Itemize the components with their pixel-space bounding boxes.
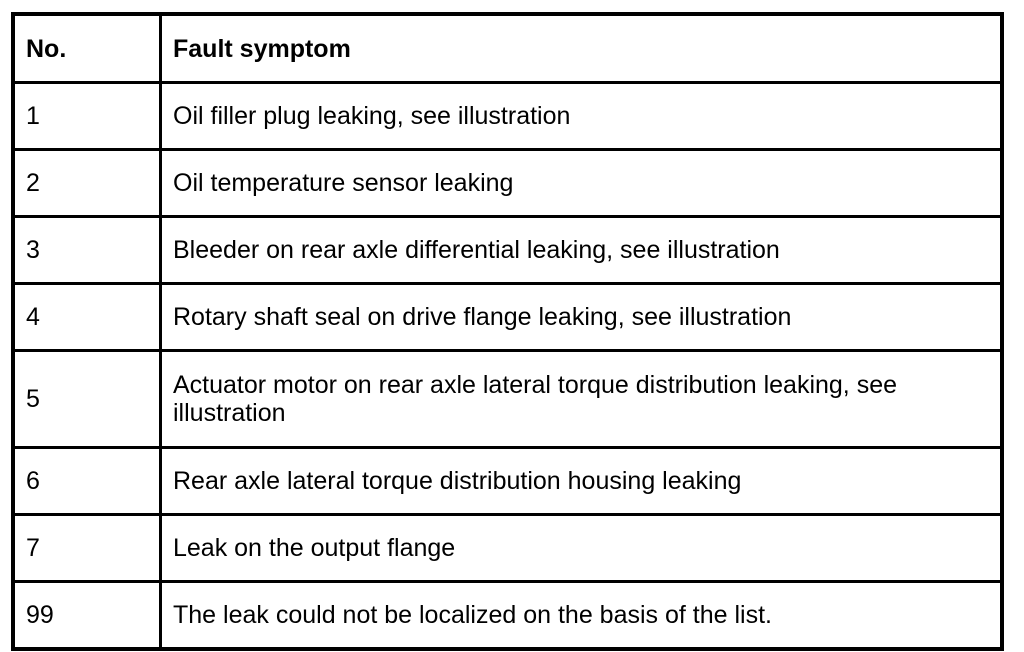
row-fault-symptom: Rotary shaft seal on drive flange leaking, see illustration (161, 284, 1003, 351)
table-row (13, 284, 1002, 351)
row-number: 6 (13, 448, 161, 515)
row-number: 1 (13, 83, 161, 150)
column-header-fault-symptom: Fault symptom (161, 14, 1003, 83)
row-number: 7 (13, 515, 161, 582)
row-fault-symptom: Actuator motor on rear axle lateral torque distribution leaking, see illustration (161, 351, 1003, 448)
table-header-row (13, 14, 1002, 83)
row-number: 4 (13, 284, 161, 351)
table-row (13, 351, 1002, 448)
table-row (13, 582, 1002, 650)
row-fault-symptom: Rear axle lateral torque distribution housing leaking (161, 448, 1003, 515)
row-number: 2 (13, 150, 161, 217)
row-fault-symptom: Bleeder on rear axle differential leaking, see illustration (161, 217, 1003, 284)
row-fault-symptom: The leak could not be localized on the basis of the list. (161, 582, 1003, 650)
row-number: 5 (13, 351, 161, 448)
table-row (13, 448, 1002, 515)
row-fault-symptom: Leak on the output flange (161, 515, 1003, 582)
table-row (13, 217, 1002, 284)
table-row (13, 83, 1002, 150)
table-row (13, 150, 1002, 217)
table-row (13, 515, 1002, 582)
column-header-number: No. (13, 14, 161, 83)
row-number: 3 (13, 217, 161, 284)
fault-symptom-table (11, 12, 1004, 651)
row-number: 99 (13, 582, 161, 650)
row-fault-symptom: Oil temperature sensor leaking (161, 150, 1003, 217)
row-fault-symptom: Oil filler plug leaking, see illustration (161, 83, 1003, 150)
